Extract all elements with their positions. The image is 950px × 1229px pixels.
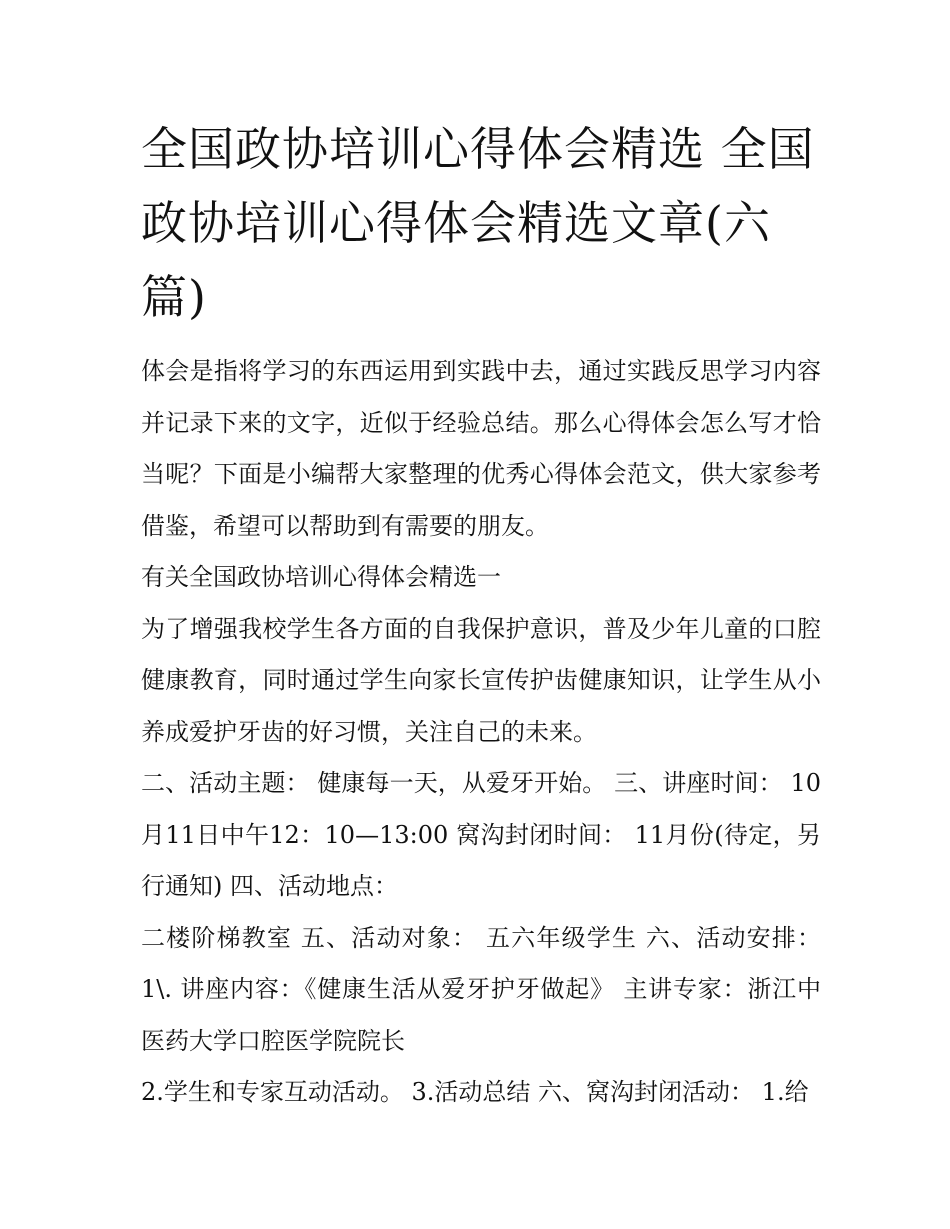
section-heading: 有关全国政协培训心得体会精选一 bbox=[141, 563, 501, 591]
activity-details-paragraph: 二、活动主题： 健康每一天，从爱牙开始。 三、讲座时间： 10月11日中午12：10—13:00 窝沟封闭时间： 11月份(待定，另行通知) 四、活动地点： bbox=[141, 769, 821, 900]
document-title: 全国政协培训心得体会精选 全国政协培训心得体会精选文章(六篇) bbox=[141, 122, 815, 324]
activity-summary-paragraph: 2.学生和专家互动活动。 3.活动总结 六、窝沟封闭活动： 1.给 bbox=[141, 1078, 809, 1106]
intro-paragraph: 体会是指将学习的东西运用到实践中去，通过实践反思学习内容并记录下来的文字，近似于经验总结。那么心得体会怎么写才恰当呢？下面是小编帮大家整理的优秀心得体会范文，供大家参考借鉴，希望可以帮助到有需要的朋友。 bbox=[141, 357, 821, 540]
body-paragraph: 为了增强我校学生各方面的自我保护意识，普及少年儿童的口腔健康教育，同时通过学生向家长宣传护齿健康知识，让学生从小养成爱护牙齿的好习惯，关注自己的未来。 bbox=[141, 614, 821, 746]
activity-arrangement-paragraph: 二楼阶梯教室 五、活动对象： 五六年级学生 六、活动安排： 1\. 讲座内容：《健康生活从爱牙护牙做起》 主讲专家：浙江中医药大学口腔医学院院长 bbox=[141, 923, 821, 1055]
document-body bbox=[141, 112, 821, 1119]
